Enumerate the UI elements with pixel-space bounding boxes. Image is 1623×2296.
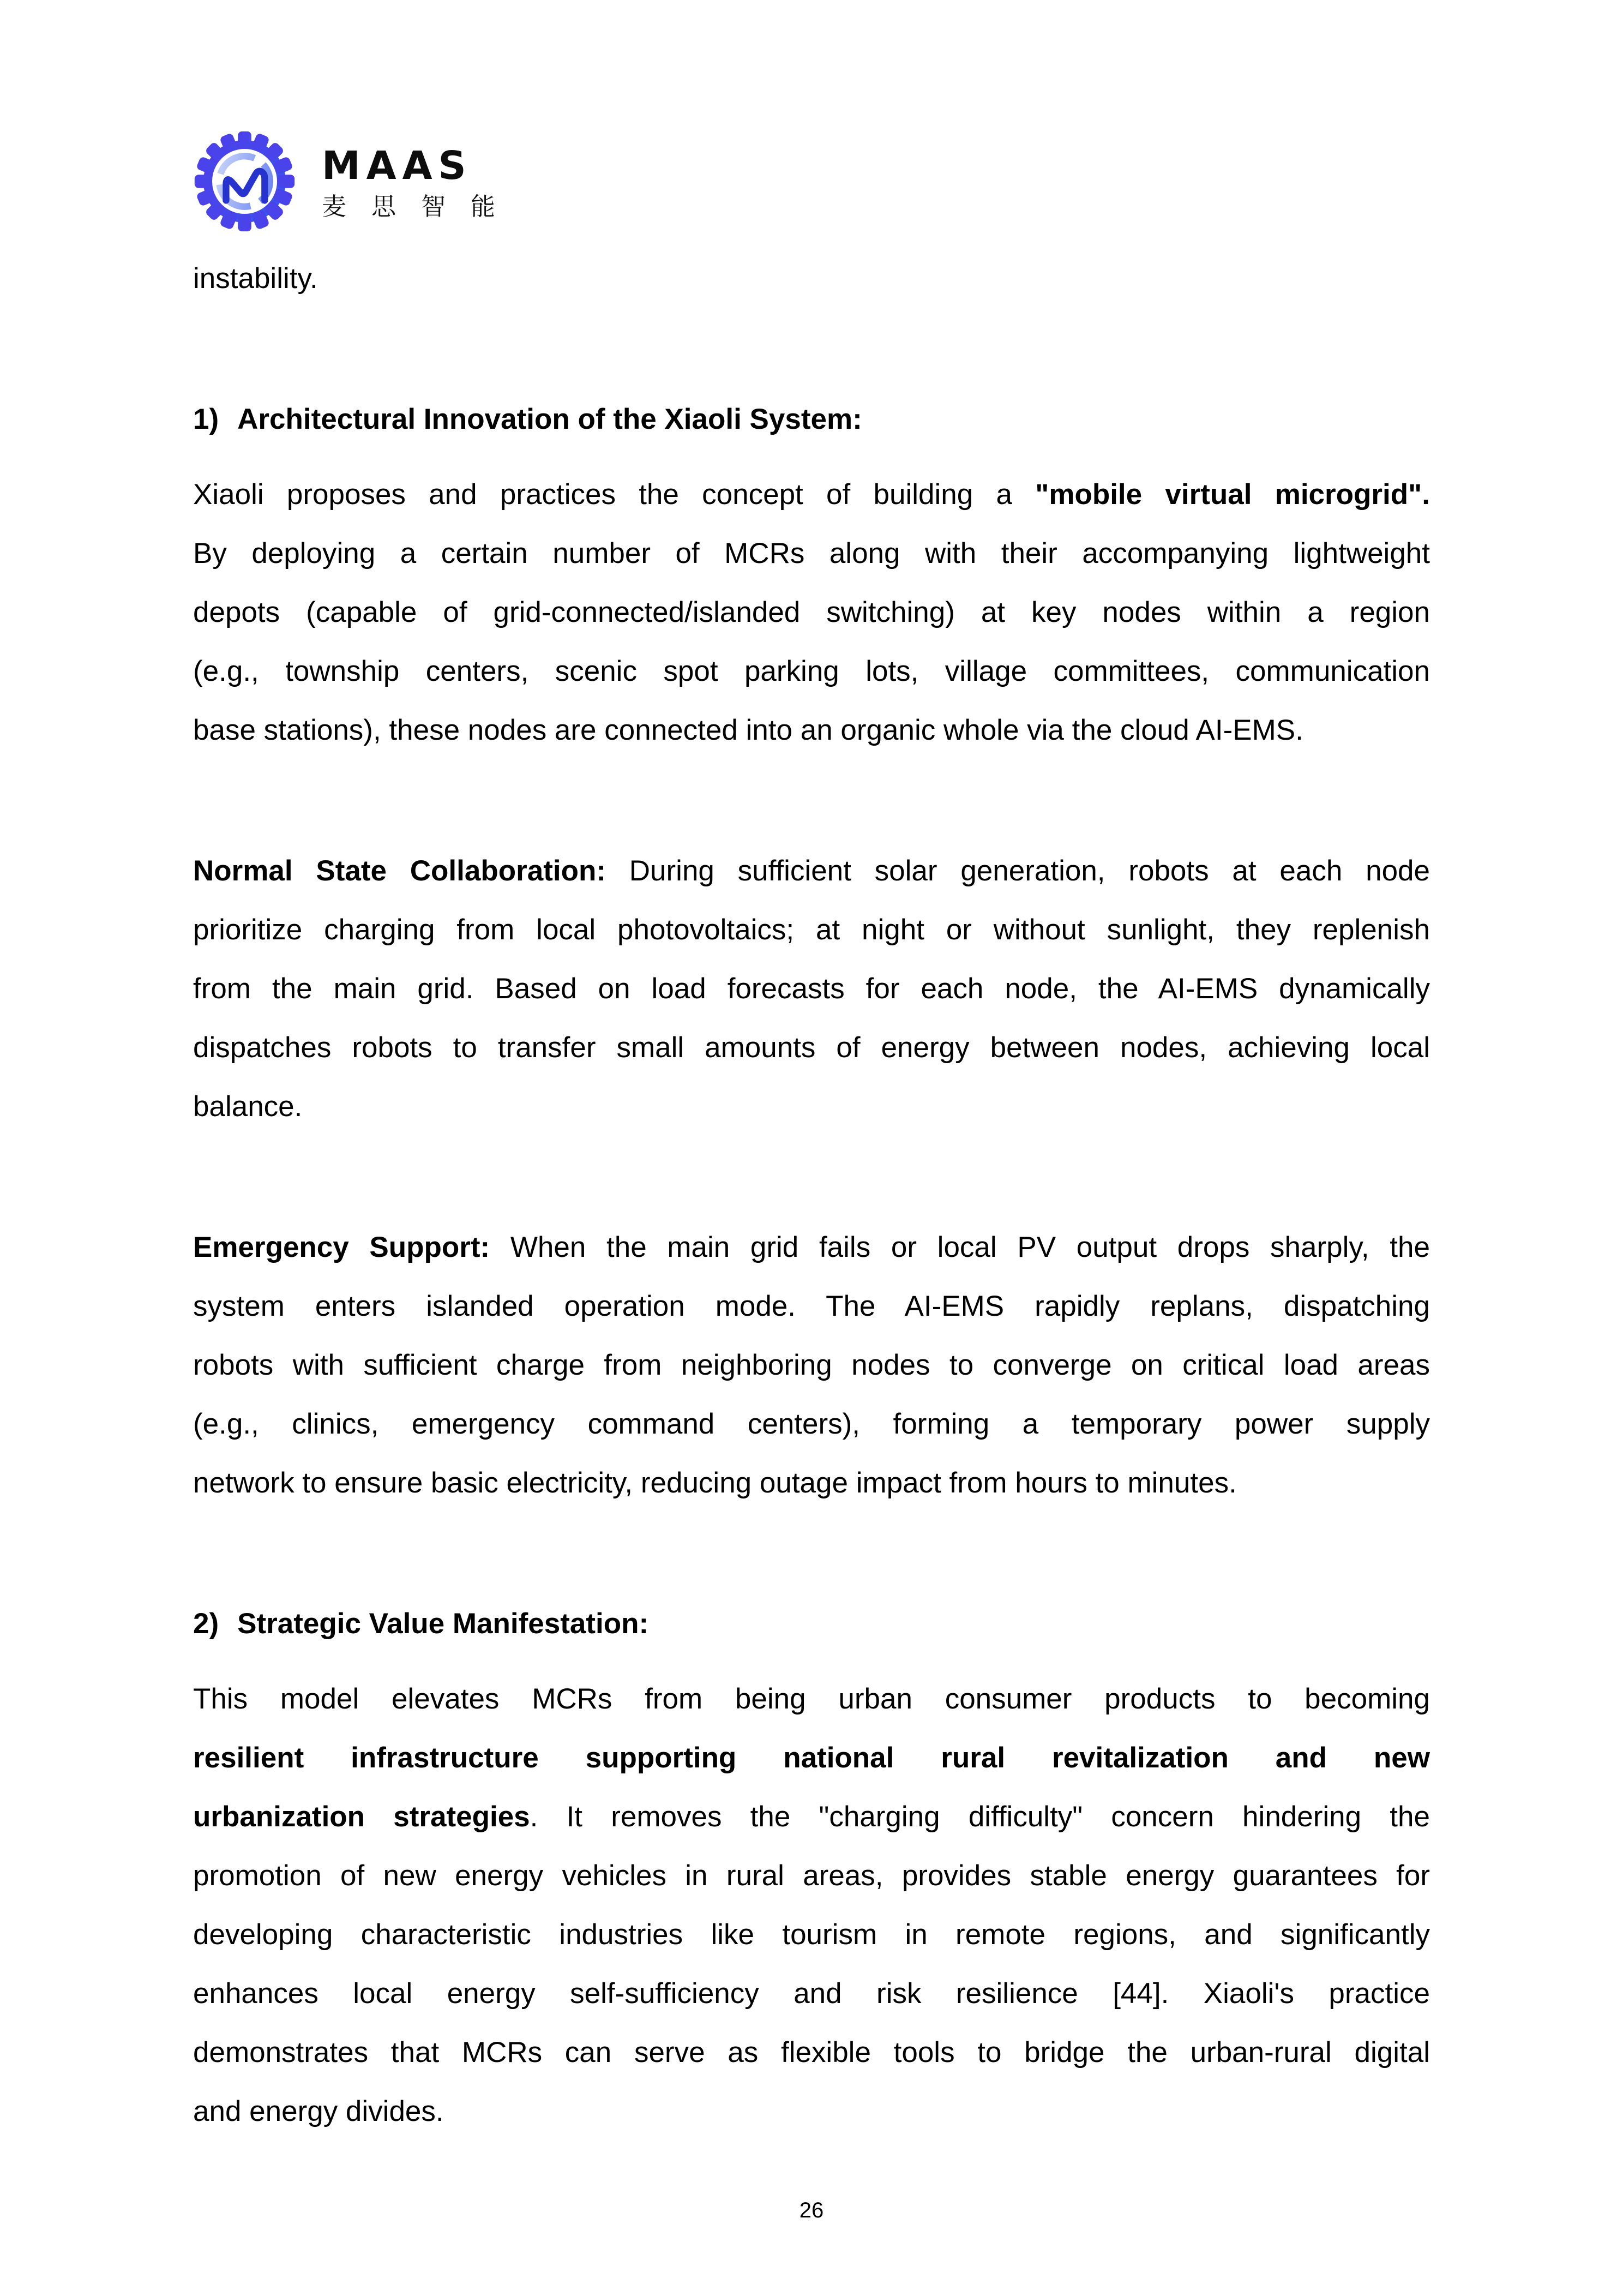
text-line bbox=[193, 1077, 1430, 1136]
section-number: 1) bbox=[193, 403, 219, 435]
text-run: instability. bbox=[193, 262, 318, 295]
brand-cn-char: 能 bbox=[470, 193, 495, 220]
text-line bbox=[193, 842, 1430, 901]
maas-logo bbox=[193, 130, 1430, 233]
text-run: demonstrates that MCRs can serve as flexible tools to bridge the urban-rural digital bbox=[193, 2036, 1430, 2069]
text-run: . It removes the "charging difficulty" concern hindering the bbox=[530, 1801, 1430, 1833]
text-run: balance. bbox=[193, 1090, 303, 1123]
text-line bbox=[193, 1905, 1430, 1964]
paragraph-architecture bbox=[193, 465, 1430, 760]
brand-cn-char: 思 bbox=[371, 193, 396, 220]
page-number: 26 bbox=[799, 2198, 824, 2222]
text-line bbox=[193, 1454, 1430, 1513]
section-number: 2) bbox=[193, 1608, 219, 1640]
text-run: Xiaoli proposes and practices the concept of building a bbox=[193, 478, 1036, 511]
text-line bbox=[193, 1670, 1430, 1729]
text-run: (e.g., township centers, scenic spot parking lots, village committees, communication bbox=[193, 655, 1430, 687]
text-line bbox=[193, 2082, 1430, 2141]
text-run: developing characteristic industries like tourism in remote regions, and significantly bbox=[193, 1919, 1430, 1951]
text-run: enhances local energy self-sufficiency and risk resilience [44]. Xiaoli's practice bbox=[193, 1977, 1430, 2010]
text-line bbox=[193, 1277, 1430, 1336]
text-line bbox=[193, 701, 1430, 760]
gear-logo-icon bbox=[193, 130, 296, 233]
bold-text-run: urbanization strategies bbox=[193, 1801, 530, 1833]
text-line bbox=[193, 249, 1430, 308]
text-run: This model elevates MCRs from being urban consumer products to becoming bbox=[193, 1683, 1430, 1715]
text-line bbox=[193, 1847, 1430, 1905]
text-line bbox=[193, 1395, 1430, 1454]
section-heading-1 bbox=[193, 390, 1430, 449]
text-line bbox=[193, 642, 1430, 701]
text-run: (e.g., clinics, emergency command centers), forming a temporary power supply bbox=[193, 1408, 1430, 1440]
bold-text-run: resilient infrastructure supporting national rural revitalization and new bbox=[193, 1742, 1430, 1774]
text-run: When the main grid fails or local PV output drops sharply, the bbox=[490, 1231, 1430, 1263]
text-run: promotion of new energy vehicles in rural areas, provides stable energy guarantees for bbox=[193, 1860, 1430, 1892]
logo-text bbox=[322, 130, 495, 219]
text-line bbox=[193, 1336, 1430, 1395]
bold-text-run: Emergency Support: bbox=[193, 1231, 490, 1263]
section-title: Architectural Innovation of the Xiaoli System: bbox=[237, 403, 862, 435]
text-line bbox=[193, 583, 1430, 642]
paragraph-normal-state bbox=[193, 842, 1430, 1136]
text-run: depots (capable of grid-connected/islanded switching) at key nodes within a region bbox=[193, 596, 1430, 628]
bold-text-run: "mobile virtual microgrid". bbox=[1035, 478, 1430, 511]
paragraph-intro bbox=[193, 249, 1430, 308]
text-line bbox=[193, 524, 1430, 583]
text-line bbox=[193, 1729, 1430, 1788]
text-run: from the main grid. Based on load forecasts for each node, the AI-EMS dynamically bbox=[193, 973, 1430, 1005]
text-run: dispatches robots to transfer small amounts of energy between nodes, achieving local bbox=[193, 1032, 1430, 1064]
text-run: and energy divides. bbox=[193, 2095, 444, 2127]
text-line bbox=[193, 1788, 1430, 1847]
paragraph-strategic-value bbox=[193, 1670, 1430, 2141]
text-line bbox=[193, 960, 1430, 1018]
paragraph-emergency-support bbox=[193, 1218, 1430, 1513]
brand-name: MAAS bbox=[322, 143, 472, 188]
text-line bbox=[193, 2023, 1430, 2082]
text-line bbox=[193, 901, 1430, 960]
bold-text-run: Normal State Collaboration: bbox=[193, 855, 606, 887]
brand-cn-char: 麦 bbox=[322, 193, 347, 220]
text-line bbox=[193, 1218, 1430, 1277]
brand-cn-char: 智 bbox=[420, 193, 446, 220]
section-title: Strategic Value Manifestation: bbox=[237, 1608, 649, 1640]
text-run: robots with sufficient charge from neighboring nodes to converge on critical load areas bbox=[193, 1349, 1430, 1381]
text-run: During sufficient solar generation, robots at each node bbox=[605, 855, 1430, 887]
text-line bbox=[193, 1018, 1430, 1077]
text-run: prioritize charging from local photovoltaics; at night or without sunlight, they replenish bbox=[193, 914, 1430, 946]
text-line bbox=[193, 1964, 1430, 2023]
text-run: system enters islanded operation mode. The AI-EMS rapidly replans, dispatching bbox=[193, 1290, 1430, 1322]
section-heading-2 bbox=[193, 1594, 1430, 1653]
text-run: By deploying a certain number of MCRs along with their accompanying lightweight bbox=[193, 537, 1430, 569]
text-run: network to ensure basic electricity, reducing outage impact from hours to minutes. bbox=[193, 1467, 1237, 1499]
brand-name-chinese bbox=[322, 194, 495, 219]
text-run: base stations), these nodes are connected into an organic whole via the cloud AI-EMS. bbox=[193, 714, 1303, 746]
text-line bbox=[193, 465, 1430, 524]
